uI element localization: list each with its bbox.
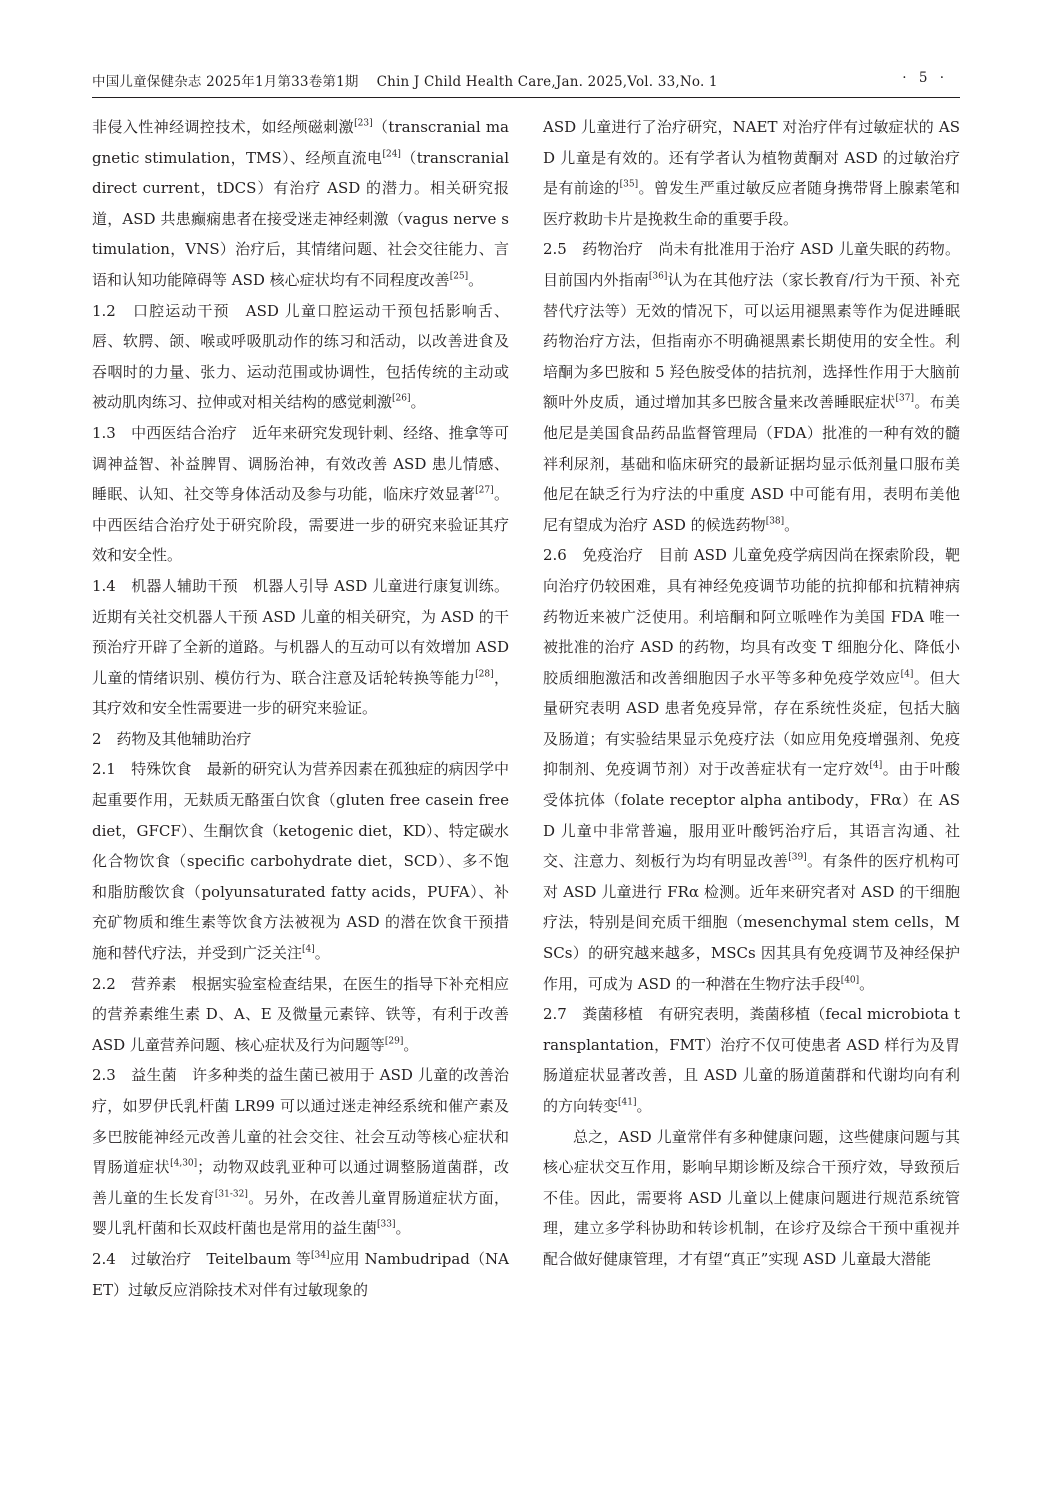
citation-marker: [4] (302, 944, 315, 955)
section-heading: 2.7 粪菌移植 (543, 1005, 659, 1024)
paragraph-p0: 非侵入性神经调控技术，如经颅磁刺激[23]（transcranial magnetic stimulation，TMS）、经颅直流电[24]（transcranial direct current，tDCS）有治疗 ASD 的潜力。相关研究报道，ASD 共患癫痫患者在接受迷走神经刺激（vagus nerve stimulation，VNS）治疗后，其情绪问题、社会交往能力、言语和认知功能障碍等 ASD 核心症状均有不同程度改善[25]。 (92, 118, 509, 289)
paragraph-p8: 2.4 过敏治疗 Teitelbaum 等[34]应用 Nambudripad（NAET）过敏反应消除技术对伴有过敏现象的 (92, 1249, 510, 1299)
paragraph-p7: 2.3 益生菌 许多种类的益生菌已被用于 ASD 儿童的改善治疗，如罗伊氏乳杆菌 LR99 可以通过迷走神经系统和催产素及多巴胺能神经元改善儿童的社会交往、社会互动等核心症状和胃肠道症状[4,30]；动物双歧乳亚种可以通过调整肠道菌群，改善儿童的生长发育[31-32]。另外，在改善儿童胃肠道症状方面，婴儿乳杆菌和长双歧杆菌也是常用的益生菌[33]。 (92, 1066, 509, 1238)
journal-cn: 中国儿童保健杂志 2025年1月第33卷第1期 (92, 74, 359, 90)
journal-en: Chin J Child Health Care,Jan. 2025,Vol. 33,No. 1 (376, 74, 718, 90)
paragraph-q1: 2.5 药物治疗 尚未有批准用于治疗 ASD 儿童失眠的药物。目前国内外指南[36]认为在其他疗法（家长教育/行为干预、补充替代疗法等）无效的情况下，可以运用褪黑素等作为促进睡眠药物治疗方法，但指南亦不明确褪黑素长期使用的安全性。利培酮为多巴胺和 5 羟色胺受体的拮抗剂，选择性作用于大脑前额叶外皮质，通过增加其多巴胺含量来改善睡眠症状[37]。布美他尼是美国食品药品监督管理局（FDA）批准的一种有效的髓袢利尿剂，基础和临床研究的最新证据均显示低剂量口服布美他尼在缺乏行为疗法的中重度 ASD 中可能有用，表明布美他尼有望成为治疗 ASD 的候选药物[38]。 (543, 240, 960, 534)
paragraph-p4 (92, 724, 509, 755)
citation-marker: [33] (377, 1219, 396, 1230)
citation-marker: [39] (788, 852, 807, 863)
page-number: · 5 · (902, 70, 948, 86)
citation-marker: [4,30] (170, 1158, 198, 1169)
section-heading: 2.4 过敏治疗 (92, 1249, 207, 1268)
citation-marker: [4] (869, 760, 883, 771)
citation-marker: [27] (475, 485, 494, 496)
paragraph-p3: 1.4 机器人辅助干预 机器人引导 ASD 儿童进行康复训练。近期有关社交机器人干预 ASD 儿童的相关研究，为 ASD 的干预治疗开辟了全新的道路。与机器人的互动可以有效增加 ASD 儿童的情绪识别、模仿行为、联合注意及话轮转换等能力[28]，其疗效和安全性需要进一步的研究来验证。 (92, 576, 509, 718)
citation-marker: [35] (619, 179, 639, 190)
citation-marker: [34] (311, 1250, 330, 1261)
running-header (92, 70, 960, 90)
citation-marker: [37] (895, 393, 914, 404)
citation-marker: [24] (382, 148, 401, 159)
citation-marker: [41] (618, 1097, 637, 1108)
citation-marker: [4] (900, 668, 914, 679)
section-heading: 2 药物及其他辅助治疗 (92, 729, 252, 748)
paragraph-q2: 2.6 免疫治疗 目前 ASD 儿童免疫学病因尚在探索阶段，靶向治疗仍较困难，具有神经免疫调节功能的抗抑郁和抗精神病药物近来被广泛使用。利培酮和阿立哌唑作为美国 FDA 唯一被批准的治疗 ASD 的药物，均具有改变 T 细胞分化、降低小胶质细胞激活和改善细胞因子水平等多种免疫学效应[4]。但大量研究表明 ASD 患者免疫异常，存在系统性炎症，包括大脑及肠道；有实验结果显示免疫疗法（如应用免疫增强剂、免疫抑制剂、免疫调节剂）对于改善症状有一定疗效[4]。由于叶酸受体抗体（folate receptor alpha antibody，FRα）在 ASD 儿童中非常普遍，服用亚叶酸钙治疗后，其语言沟通、社交、注意力、刻板行为均有明显改善[39]。有条件的医疗机构可对 ASD 儿童进行 FRα 检测。近年来研究者对 ASD 的干细胞疗法，特别是间充质干细胞（mesenchymal stem cells，MSCs）的研究越来越多，MSCs 因其具有免疫调节及神经保护作用，可成为 ASD 的一种潜在生物疗法手段[40]。 (543, 546, 960, 993)
section-heading: 2.5 药物治疗 (543, 240, 659, 259)
citation-marker: [38] (765, 515, 785, 526)
section-heading: 2.2 营养素 (92, 974, 192, 993)
paragraph-q4: 总之，ASD 儿童常伴有多种健康问题，这些健康问题与其核心症状交互作用，影响早期诊断及综合干预疗效，导致预后不佳。因此，需要将 ASD 儿童以上健康问题进行规范系统管理，建立多学科协助和转诊机制，在诊疗及综合干预中重视并配合做好健康管理，才有望“真正”实现 ASD 儿童最大潜能 (543, 1127, 960, 1268)
paragraph-q3: 2.7 粪菌移植 有研究表明，粪菌移植（fecal microbiota transplantation，FMT）治疗不仅可使患者 ASD 样行为及胃肠道症状显著改善，且 ASD 儿童的肠道菌群和代谢均向有利的方向转变[41]。 (543, 1005, 960, 1115)
paragraph-p6: 2.2 营养素 根据实验室检查结果，在医生的指导下补充相应的营养素维生素 D、A、E 及微量元素锌、铁等，有利于改善 ASD 儿童营养问题、核心症状及行为问题等[29]。 (92, 974, 509, 1054)
paragraph-p2: 1.3 中西医结合治疗 近年来研究发现针刺、经络、推拿等可调神益智、补益脾胃、调肠治神，有效改善 ASD 患儿情感、睡眠、认知、社交等身体活动及参与功能，临床疗效显著[27]。中西医结合治疗处于研究阶段，需要进一步的研究来验证其疗效和安全性。 (92, 423, 509, 565)
citation-marker: [36] (648, 271, 668, 282)
citation-marker: [25] (449, 271, 469, 282)
section-heading: 1.2 口腔运动干预 (92, 301, 246, 320)
citation-marker: [28] (475, 668, 494, 679)
citation-marker: [29] (384, 1036, 404, 1047)
citation-marker: [40] (840, 974, 860, 985)
paragraph-q0: ASD 儿童进行了治疗研究，NAET 对治疗伴有过敏症状的 ASD 儿童是有效的。还有学者认为植物黄酮对 ASD 的过敏治疗是有前途的[35]。曾发生严重过敏反应者随身携带肾上腺素笔和医疗救助卡片是挽救生命的重要手段。 (543, 118, 960, 228)
left-column (92, 112, 509, 1305)
citation-marker: [26] (392, 393, 411, 404)
paragraph-p1: 1.2 口腔运动干预 ASD 儿童口腔运动干预包括影响舌、唇、软腭、颌、喉或呼吸肌动作的练习和活动，以改善进食及吞咽时的力量、张力、运动范围或协调性，包括传统的主动或被动肌肉练习、拉伸或对相关结构的感觉刺激[26]。 (92, 301, 509, 412)
header-rule (92, 97, 960, 98)
section-heading: 2.6 免疫治疗 (543, 546, 659, 565)
citation-marker: [23] (354, 118, 373, 129)
section-heading: 1.4 机器人辅助干预 (92, 576, 254, 595)
section-heading: 2.1 特殊饮食 (92, 760, 207, 779)
right-column (543, 112, 960, 1275)
citation-marker: [31-32] (214, 1189, 248, 1200)
section-heading: 2.3 益生菌 (92, 1066, 193, 1085)
paragraph-p5: 2.1 特殊饮食 最新的研究认为营养因素在孤独症的病因学中起重要作用，无麸质无酪蛋白饮食（gluten free casein free diet，GFCF）、生酮饮食（ketogenic diet，KD）、特定碳水化合物饮食（specific carbohydrate diet，SCD）、多不饱和脂肪酸饮食（polyunsaturated fatty acids，PUFA）、补充矿物质和维生素等饮食方法被视为 ASD 的潜在饮食干预措施和替代疗法，并受到广泛关注[4]。 (92, 760, 509, 963)
section-heading: 1.3 中西医结合治疗 (92, 423, 253, 442)
